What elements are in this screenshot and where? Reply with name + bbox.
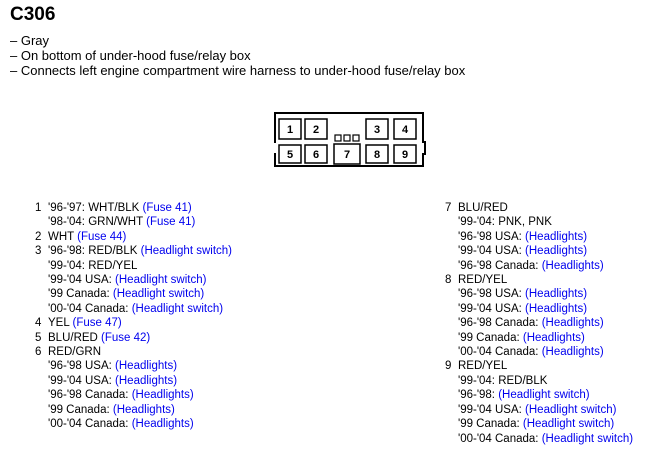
pin-entry — [35, 316, 232, 330]
pin-label-2: 2 — [312, 124, 320, 136]
wire-description: '98-'04: GRN/WHT — [48, 216, 147, 229]
pin-detail-line — [445, 287, 633, 301]
circuit-link[interactable]: (Headlight switch) — [498, 389, 590, 402]
wire-description: '96-'98 Canada: — [48, 389, 132, 402]
pin-detail-line — [35, 215, 232, 229]
wire-description: WHT — [48, 230, 78, 243]
note-connects: – Connects left engine compartment wire harness to under-hood fuse/relay box — [10, 63, 466, 78]
circuit-link[interactable]: (Headlights) — [115, 360, 178, 373]
circuit-link[interactable]: (Headlight switch) — [525, 403, 617, 416]
pin-label-8: 8 — [373, 149, 381, 161]
wire-description: RED/YEL — [458, 274, 508, 287]
pin-number: 1 — [35, 202, 42, 214]
circuit-link[interactable]: (Headlights) — [525, 302, 588, 315]
circuit-link[interactable]: (Headlights) — [131, 389, 194, 402]
circuit-link[interactable]: (Headlight switch) — [112, 288, 205, 301]
circuit-link[interactable]: (Headlight switch) — [115, 274, 207, 287]
pin-detail-line — [445, 374, 633, 388]
pin-list-right — [445, 201, 633, 446]
pin-detail-line — [445, 331, 633, 345]
circuit-link[interactable]: (Headlight switch) — [131, 302, 224, 315]
pin-detail-line — [35, 417, 232, 431]
circuit-link[interactable]: (Fuse 47) — [72, 317, 122, 330]
connector-diagram — [274, 112, 426, 168]
circuit-link[interactable]: (Headlights) — [525, 230, 588, 243]
wire-description: '99 Canada: — [458, 331, 523, 344]
pin-number: 5 — [35, 331, 42, 344]
pin-detail-line — [35, 388, 232, 402]
pin-entry — [445, 273, 633, 287]
note-color: – Gray — [10, 33, 50, 48]
wire-description: '99-'04 USA: — [48, 374, 116, 387]
wire-description: '99-'04 USA: — [458, 302, 526, 315]
wire-description: YEL — [48, 317, 73, 330]
pin-detail-line — [445, 345, 633, 359]
pin-label-1: 1 — [286, 124, 294, 136]
pin-detail-line — [35, 302, 232, 316]
wire-description: '96-'98: RED/BLK — [48, 245, 141, 258]
pin-entry — [35, 244, 232, 258]
connector-key-3 — [353, 135, 359, 141]
circuit-link[interactable]: (Headlights) — [131, 418, 194, 431]
pin-detail-line — [445, 403, 633, 417]
circuit-link[interactable]: (Headlight switch) — [522, 418, 615, 431]
pin-number: 8 — [445, 274, 452, 287]
wire-description: BLU/RED — [458, 202, 508, 214]
pin-label-3: 3 — [373, 124, 381, 136]
circuit-link[interactable]: (Headlights) — [522, 331, 585, 344]
pin-detail-line — [35, 359, 232, 373]
circuit-link[interactable]: (Fuse 42) — [101, 331, 151, 344]
circuit-link[interactable]: (Fuse 41) — [142, 202, 192, 214]
pin-detail-line — [445, 388, 633, 402]
wire-description: '96-'98 Canada: — [458, 317, 542, 330]
pin-label-9: 9 — [401, 149, 409, 161]
wire-description: '99-'04 USA: — [458, 245, 526, 258]
pin-detail-line — [445, 302, 633, 316]
pin-label-4: 4 — [401, 124, 409, 136]
pin-number: 7 — [445, 202, 452, 214]
pin-detail-line — [445, 432, 633, 446]
pin-number: 9 — [445, 360, 452, 373]
pin-detail-line — [35, 287, 232, 301]
circuit-link[interactable]: (Headlights) — [112, 403, 175, 416]
wire-description: '99 Canada: — [48, 403, 113, 416]
wire-description: '99 Canada: — [458, 418, 523, 431]
pin-detail-line — [35, 273, 232, 287]
circuit-link[interactable]: (Headlights) — [525, 288, 588, 301]
circuit-link[interactable]: (Headlights) — [115, 374, 178, 387]
wire-description: '96-'97: WHT/BLK — [48, 202, 143, 214]
pin-entry — [35, 230, 232, 244]
page-title: C306 — [10, 4, 56, 25]
wire-description: '00-'04 Canada: — [48, 418, 132, 431]
pin-detail-line — [445, 417, 633, 431]
circuit-link[interactable]: (Headlights) — [541, 317, 604, 330]
pin-detail-line — [35, 259, 232, 273]
wire-description: '96-'98 Canada: — [458, 259, 542, 272]
pin-number: 3 — [35, 245, 42, 258]
wire-description: '96-'98 USA: — [458, 230, 526, 243]
wire-description: '99-'04 USA: — [458, 403, 526, 416]
pin-entry — [445, 359, 633, 373]
pin-detail-line — [445, 316, 633, 330]
wire-description: '99-'04: PNK, PNK — [458, 216, 552, 229]
pin-detail-line — [35, 374, 232, 388]
pin-entry — [445, 201, 633, 215]
wire-description: '99-'04: RED/BLK — [458, 374, 548, 387]
pin-detail-line — [445, 244, 633, 258]
circuit-link[interactable]: (Headlight switch) — [140, 245, 233, 258]
pin-detail-line — [445, 259, 633, 273]
wire-description: BLU/RED — [48, 331, 102, 344]
circuit-link[interactable]: (Fuse 44) — [77, 230, 127, 243]
pin-label-7: 7 — [343, 149, 351, 161]
pin-detail-line — [445, 230, 633, 244]
wire-description: '99 Canada: — [48, 288, 113, 301]
wire-description: '96-'98 USA: — [458, 288, 526, 301]
circuit-link[interactable]: (Headlights) — [525, 245, 588, 258]
pin-entry — [35, 345, 232, 359]
circuit-link[interactable]: (Headlights) — [541, 346, 604, 359]
wire-description: '00-'04 Canada: — [458, 346, 542, 359]
pin-list-left — [35, 201, 232, 432]
pin-number: 4 — [35, 317, 42, 330]
circuit-link[interactable]: (Headlights) — [541, 259, 604, 272]
wire-description: RED/YEL — [458, 360, 508, 373]
connector-key-2 — [344, 135, 350, 141]
pin-number: 2 — [35, 230, 42, 243]
wire-description: '00-'04 Canada: — [48, 302, 132, 315]
pin-detail-line — [445, 215, 633, 229]
pin-label-5: 5 — [286, 149, 294, 161]
pin-number: 6 — [35, 346, 42, 359]
pin-label-6: 6 — [312, 149, 320, 161]
note-location: – On bottom of under-hood fuse/relay box — [10, 48, 251, 63]
wire-description: '99-'04 USA: — [48, 274, 116, 287]
wire-description: RED/GRN — [48, 346, 102, 359]
wire-description: '99-'04: RED/YEL — [48, 259, 138, 272]
wire-description: '96-'98: — [458, 389, 499, 402]
pin-detail-line — [35, 403, 232, 417]
wire-description: '96-'98 USA: — [48, 360, 116, 373]
wire-description: '00-'04 Canada: — [458, 432, 542, 445]
pin-entry — [35, 201, 232, 215]
connector-notes — [10, 33, 465, 78]
circuit-link[interactable]: (Headlight switch) — [541, 432, 634, 445]
circuit-link[interactable]: (Fuse 41) — [146, 216, 196, 229]
pin-entry — [35, 331, 232, 345]
connector-key-1 — [335, 135, 341, 141]
